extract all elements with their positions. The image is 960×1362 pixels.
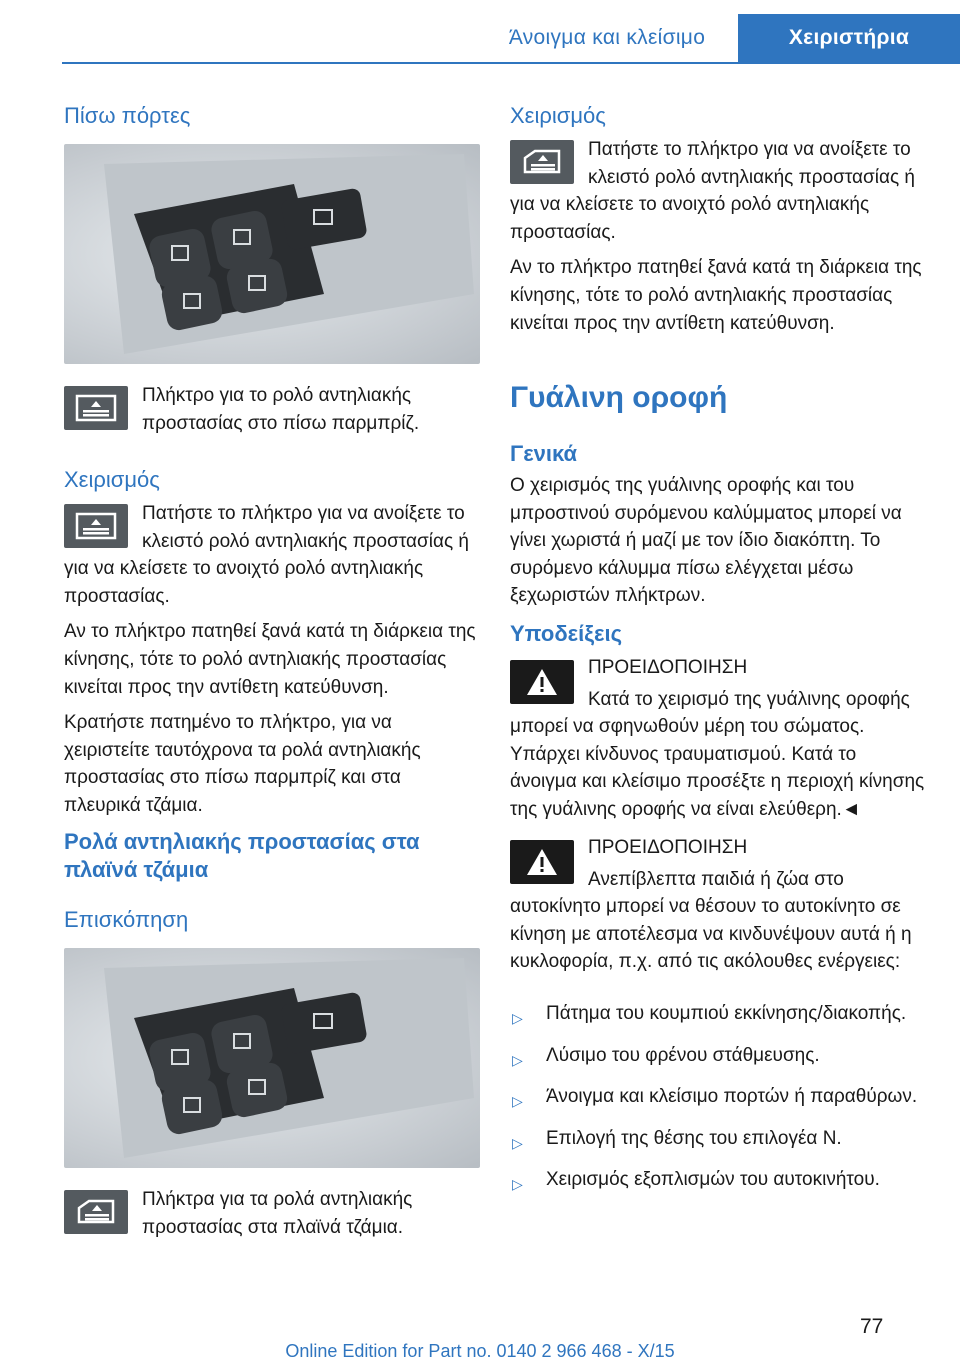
rear-symbol-caption: Πλήκτρο για το ρολό αντηλιακής προστασίας στο πίσω παρμπρίζ. [142, 385, 420, 434]
header-section-title: Άνοιγμα και κλείσιμο [508, 26, 706, 49]
warning-2-text: Ανεπίβλεπτα παιδιά ή ζώα στο αυτοκίνητο μπορεί να θέσουν το αυτοκίνητο σε κίνηση με αποτέλεσμα να κινδυνέψουν αυτά ή η κυκλοφορία, π.χ. από τις ακόλουθες ενέργειες: [510, 868, 912, 973]
right-operation-block [510, 136, 926, 337]
bullet-triangle-icon: ▷ [512, 1051, 523, 1068]
actions-list [510, 1000, 926, 1208]
warning-2 [510, 834, 926, 976]
right-operation-text: Πατήστε το πλήκτρο για να ανοίξετε το κλειστό ρολό αντηλιακής προστασίας ή για να κλείσετε το ανοιχτό ρολό αντηλιακής προστασίας. [510, 139, 915, 243]
warning-triangle-icon [510, 660, 574, 704]
right-operation-p2: Αν το πλήκτρο πατηθεί ξανά κατά τη διάρκεια της κίνησης, τότε το ρολό αντηλιακής προστασίας κινείται προς την αντίθετη κατεύθυνση. [510, 257, 922, 334]
side-shades-heading: Ρολά αντηλιακής προστασίας στα πλαϊνά τζάμια [64, 829, 420, 882]
footer-edition: Online Edition for Part no. 0140 2 966 468 - X/15 [285, 1341, 675, 1361]
window-switch-panel-illustration [64, 144, 480, 364]
warning-1-text: Κατά το χειρισμό της γυάλινης οροφής μπορεί να σφηνωθούν μέρη του σώματος. Υπάρχει κίνδυνος τραυματισμού. Κατά το άνοιγμα και κλείσιμο προσέξτε η περιοχή κίνησης της γυάλινης οροφής να είναι ελεύθερη.◄ [510, 688, 925, 820]
rear-door-switch-photo [64, 144, 480, 364]
list-item: ▷ Πάτημα του κουμπιού εκκίνησης/διακοπής. [510, 1000, 926, 1028]
notes-heading: Υποδείξεις [510, 621, 623, 646]
side-symbol-caption: Πλήκτρα για τα ρολά αντηλιακής προστασίας στα πλαϊνά τζάμια. [142, 1189, 413, 1238]
left-operation-block [64, 500, 480, 820]
list-item: ▷ Άνοιγμα και κλείσιμο πορτών ή παραθύρων. [510, 1083, 926, 1111]
side-switch-photo [64, 948, 480, 1168]
rear-shade-button-icon-2 [64, 504, 128, 548]
general-heading: Γενικά [510, 441, 578, 466]
bullet-triangle-icon: ▷ [512, 1093, 523, 1110]
warning-2-title: ΠΡΟΕΙΔΟΠΟΙΗΣΗ [588, 837, 748, 858]
rear-doors-heading: Πίσω πόρτες [64, 103, 191, 128]
right-operation-heading: Χειρισμός [510, 103, 606, 128]
warning-1-title: ΠΡΟΕΙΔΟΠΟΙΗΣΗ [588, 657, 748, 678]
side-shade-button-icon-2 [510, 140, 574, 184]
general-text: Ο χειρισμός της γυάλινης οροφής και του μπροστινού συρόμενου καλύμματος μπορεί να γίνει χωριστά ή μαζί με τον ίδιο διακόπτη. Το συρόμενο κάλυμμα πίσω ελέγχεται μέσω ξεχωριστών πλήκτρων. [510, 475, 902, 607]
list-item: ▷ Χειρισμός εξοπλισμών του αυτοκινήτου. [510, 1166, 926, 1194]
left-operation-p2: Αν το πλήκτρο πατηθεί ξανά κατά τη διάρκεια της κίνησης, τότε το ρολό αντηλιακής προστασίας κινείται προς την αντίθετη κατεύθυνση. [64, 621, 476, 698]
window-switch-panel-illustration-2 [64, 948, 480, 1168]
bullet-triangle-icon: ▷ [512, 1176, 523, 1193]
rear-shade-button-icon [64, 386, 128, 430]
bullet-triangle-icon: ▷ [512, 1134, 523, 1151]
header-chapter-tab: Χειριστήρια [738, 14, 960, 62]
side-shade-button-icon [64, 1190, 128, 1234]
left-operation-p3: Κρατήστε πατημένο το πλήκτρο, για να χειριστείτε ταυτόχρονα τα ρολά αντηλιακής προστασίας στο πίσω παρμπρίζ και στα πλευρικά τζάμια. [64, 712, 421, 816]
glass-roof-heading: Γυάλινη οροφή [510, 381, 728, 414]
bullet-triangle-icon: ▷ [512, 1010, 523, 1026]
page-number: 77 [860, 1315, 884, 1338]
overview-heading: Επισκόπηση [64, 907, 189, 932]
header-rule [62, 62, 960, 64]
list-item: ▷ Επιλογή της θέσης του επιλογέα N. [510, 1125, 926, 1153]
warning-1 [510, 654, 926, 824]
warning-triangle-icon-2 [510, 840, 574, 884]
rear-symbol-block [64, 382, 480, 437]
list-item: ▷ Λύσιμο του φρένου στάθμευσης. [510, 1042, 926, 1070]
left-operation-text: Πατήστε το πλήκτρο για να ανοίξετε το κλειστό ρολό αντηλιακής προστασίας ή για να κλείσετε το ανοιχτό ρολό αντηλιακής προστασίας. [64, 503, 469, 607]
left-operation-heading: Χειρισμός [64, 467, 160, 492]
side-symbol-block [64, 1186, 480, 1241]
